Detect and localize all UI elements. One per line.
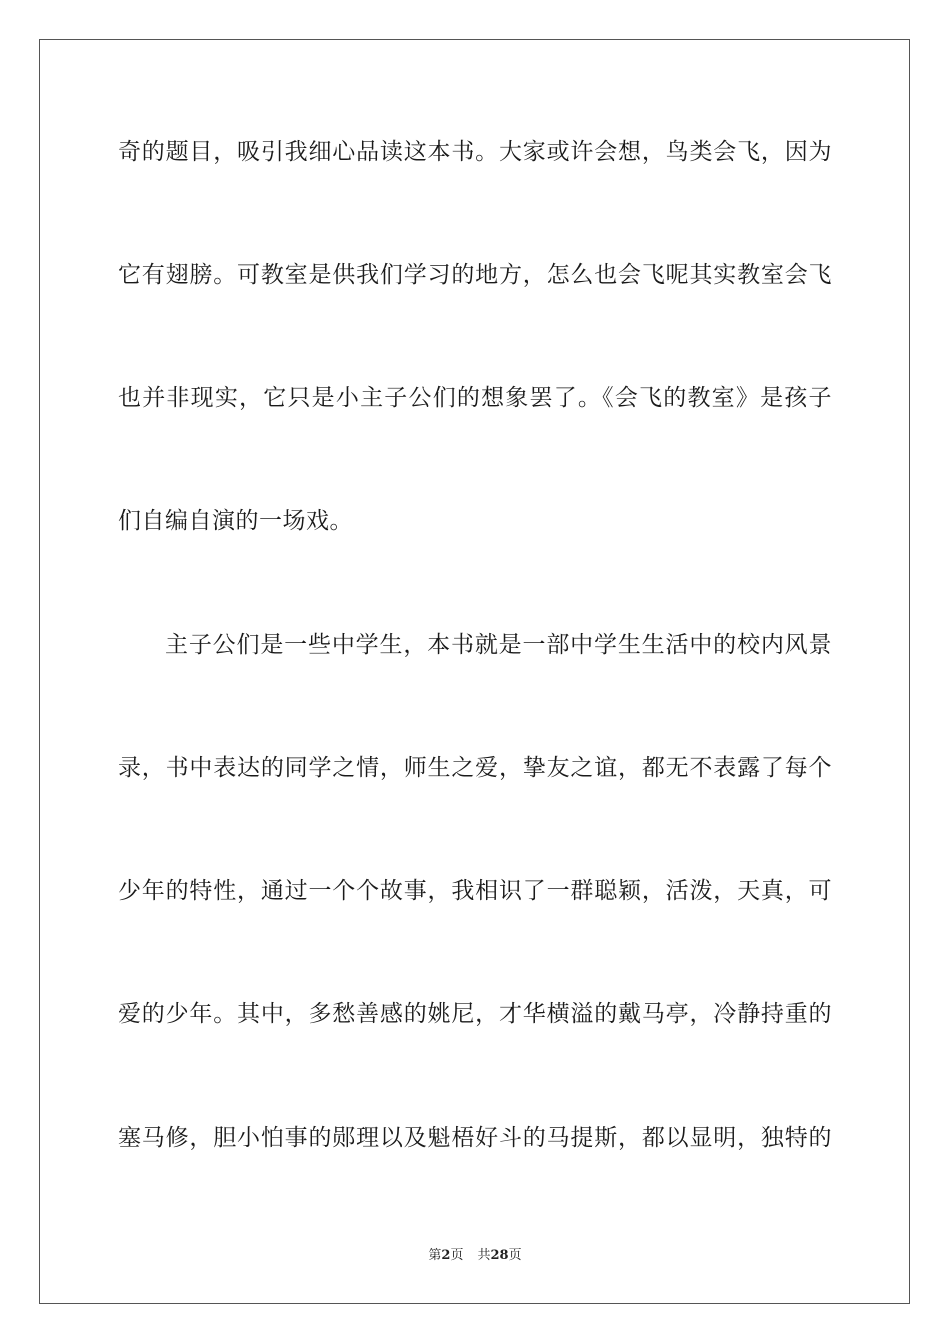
footer-page-prefix: 第 [428,1248,442,1263]
body-line-4: 们自编自演的一场戏。 [118,508,353,534]
body-line-3: 也并非现实，它只是小主子公们的想象罢了。《会飞的教室》是孩子 [118,385,832,411]
footer-total-pages: 28 [490,1248,509,1263]
body-line-8: 爱的少年。其中，多愁善感的姚尼，才华横溢的戴马亭，冷静持重的 [118,1001,832,1027]
footer-page-suffix: 页 [450,1248,464,1263]
body-line-5: 主子公们是一些中学生，本书就是一部中学生生活中的校内风景 [165,632,832,658]
body-line-2: 它有翅膀。可教室是供我们学习的地方，怎么也会飞呢其实教室会飞 [118,262,832,288]
body-line-9: 塞马修，胆小怕事的郧理以及魁梧好斗的马提斯，都以显明，独特的 [118,1125,832,1151]
page-footer [0,1246,950,1266]
footer-total-suffix: 页 [508,1248,522,1263]
page-border [39,39,910,1304]
footer-page-number: 2 [441,1248,451,1263]
body-line-6: 录，书中表达的同学之情，师生之爱，挚友之谊，都无不表露了每个 [118,755,832,781]
body-line-1: 奇的题目，吸引我细心品读这本书。大家或许会想，鸟类会飞，因为 [118,139,832,165]
footer-total-prefix: 共 [477,1248,491,1263]
body-line-7: 少年的特性，通过一个个故事，我相识了一群聪颖，活泼，天真，可 [118,878,832,904]
